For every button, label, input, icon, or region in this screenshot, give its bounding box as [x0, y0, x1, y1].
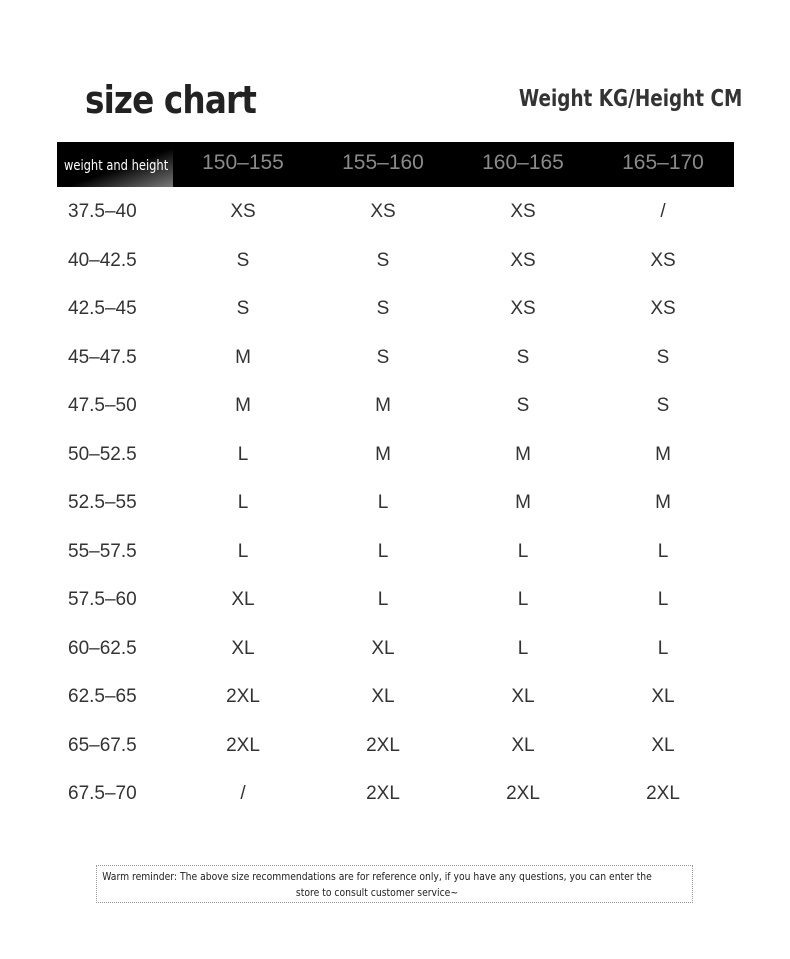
row-weight-label: 52.5–55 [68, 492, 137, 513]
size-cell: S [376, 298, 390, 319]
table-row [57, 527, 734, 576]
size-cell: XL [651, 734, 675, 756]
size-cell: XS [370, 201, 396, 222]
table-row [57, 769, 734, 818]
row-weight-label: 40–42.5 [68, 249, 137, 271]
size-cell: M [375, 443, 391, 465]
size-cell: 2XL [366, 734, 400, 756]
size-cell: M [515, 443, 531, 465]
corner-label: weight and height [64, 158, 169, 174]
size-cell: S [656, 346, 670, 368]
size-cell: XL [651, 686, 675, 707]
size-cell: L [517, 637, 529, 659]
size-cell: L [377, 540, 389, 562]
size-cell: XL [231, 589, 255, 610]
size-cell: M [375, 395, 391, 416]
size-cell: S [236, 298, 250, 319]
corner-cell [57, 142, 173, 187]
row-weight-label: 67.5–70 [68, 783, 137, 804]
size-cell: 2XL [646, 783, 680, 804]
size-cell: M [235, 346, 251, 368]
row-weight-label: 42.5–45 [68, 298, 137, 319]
column-header-height: 165–170 [622, 151, 704, 174]
table-row [57, 187, 734, 236]
size-cell: / [660, 201, 666, 222]
row-weight-label: 55–57.5 [68, 540, 137, 562]
table-row [57, 430, 734, 479]
table-row [57, 721, 734, 770]
size-table-header [57, 142, 734, 187]
size-cell: 2XL [506, 783, 540, 804]
size-cell: XS [650, 249, 676, 271]
row-weight-label: 60–62.5 [68, 637, 137, 659]
size-cell: XL [371, 686, 395, 707]
size-cell: XL [511, 734, 535, 756]
size-cell: XL [371, 637, 395, 659]
table-row [57, 478, 734, 527]
column-header-height: 155–160 [342, 151, 424, 174]
size-cell: 2XL [226, 734, 260, 756]
table-row [57, 624, 734, 673]
size-cell: S [376, 249, 390, 271]
size-cell: S [516, 395, 530, 416]
row-weight-label: 37.5–40 [68, 201, 137, 222]
row-weight-label: 57.5–60 [68, 589, 137, 610]
size-cell: S [236, 249, 250, 271]
size-cell: L [657, 589, 669, 610]
size-cell: / [240, 783, 246, 804]
warm-reminder-notice [96, 865, 693, 903]
unit-label: Weight KG/Height CM [518, 86, 742, 112]
size-cell: M [235, 395, 251, 416]
notice-line-1: Warm reminder: The above size recommendations are for reference only, if you have any questions, you can enter the [102, 870, 652, 883]
size-cell: S [516, 346, 530, 368]
size-cell: L [237, 492, 249, 513]
page-title: size chart [85, 78, 257, 122]
row-weight-label: 47.5–50 [68, 395, 137, 416]
size-cell: 2XL [226, 686, 260, 707]
size-cell: M [655, 443, 671, 465]
size-cell: L [237, 443, 249, 465]
size-cell: L [237, 540, 249, 562]
size-cell: L [657, 540, 669, 562]
table-row [57, 381, 734, 430]
table-row [57, 672, 734, 721]
size-cell: L [517, 540, 529, 562]
size-cell: S [376, 346, 390, 368]
size-cell: XL [231, 637, 255, 659]
size-cell: L [657, 637, 669, 659]
size-cell: XS [510, 298, 536, 319]
column-header-height: 160–165 [482, 151, 564, 174]
size-cell: XS [510, 201, 536, 222]
size-table-body [57, 187, 734, 818]
row-weight-label: 50–52.5 [68, 443, 137, 465]
size-cell: XL [511, 686, 535, 707]
size-cell: XS [230, 201, 256, 222]
table-row [57, 575, 734, 624]
column-header-height: 150–155 [202, 151, 284, 174]
size-cell: L [377, 589, 389, 610]
size-cell: M [515, 492, 531, 513]
row-weight-label: 45–47.5 [68, 346, 137, 368]
size-cell: S [656, 395, 670, 416]
size-cell: L [517, 589, 529, 610]
row-weight-label: 62.5–65 [68, 686, 137, 707]
size-cell: L [377, 492, 389, 513]
table-row [57, 284, 734, 333]
notice-line-2: store to consult customer service~ [295, 886, 459, 899]
size-cell: XS [510, 249, 536, 271]
size-cell: XS [650, 298, 676, 319]
size-cell: 2XL [366, 783, 400, 804]
row-weight-label: 65–67.5 [68, 734, 137, 756]
size-cell: M [655, 492, 671, 513]
table-row [57, 236, 734, 285]
table-row [57, 333, 734, 382]
